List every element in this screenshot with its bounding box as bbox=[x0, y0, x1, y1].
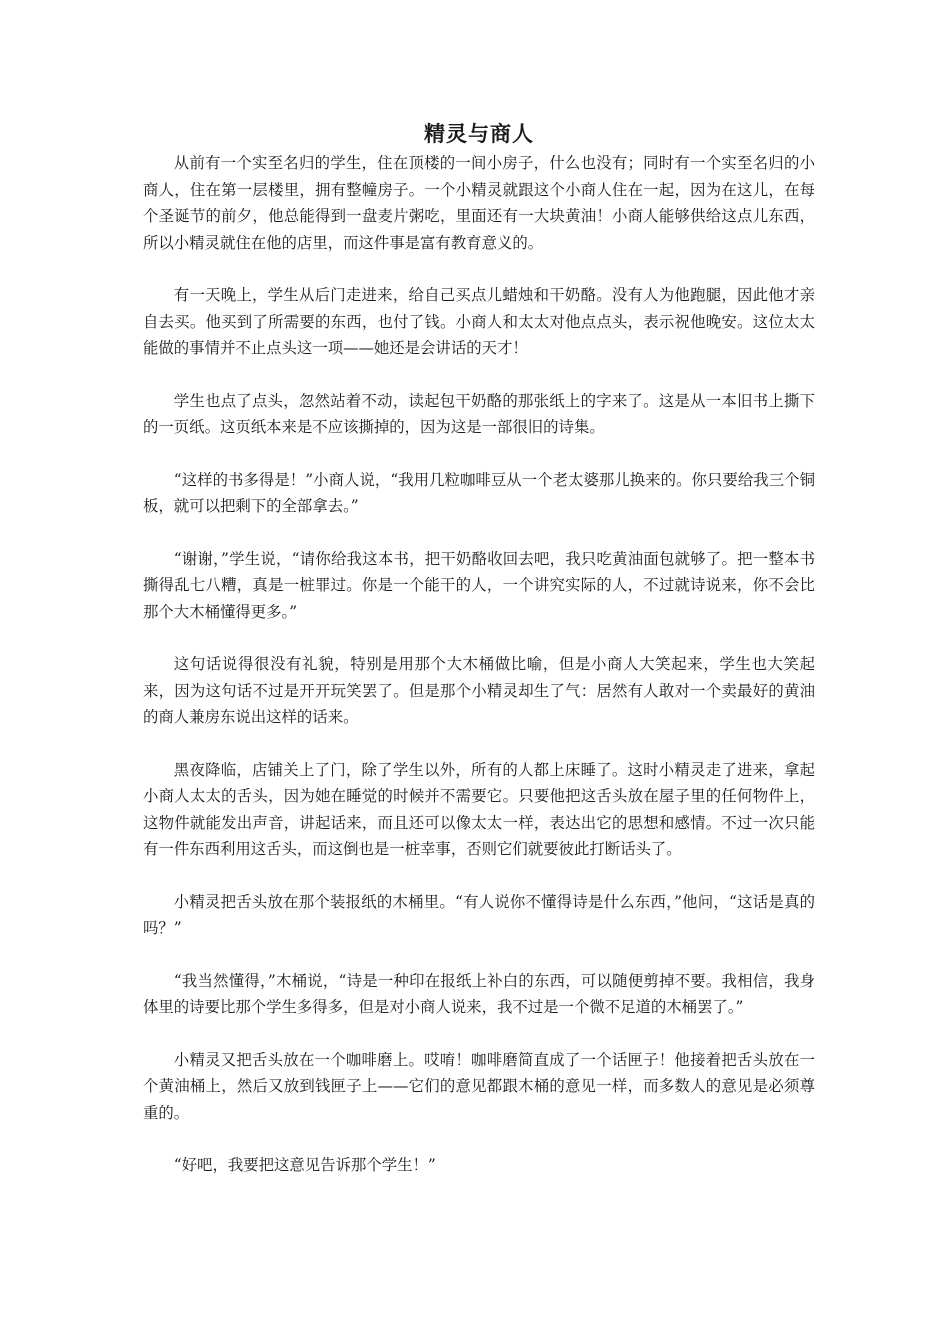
paragraph-5: “谢谢，”学生说，“请你给我这本书，把干奶酪收回去吧，我只吃黄油面包就够了。把一整本书撕得乱七八糟，真是一桩罪过。你是一个能干的人，一个讲究实际的人，不过就诗说来，你不会比那个大木桶懂得更多。” bbox=[143, 549, 815, 621]
document-page bbox=[143, 118, 815, 1205]
paragraph-10: 小精灵又把舌头放在一个咖啡磨上。哎唷！咖啡磨简直成了一个话匣子！他接着把舌头放在一个黄油桶上，然后又放到钱匣子上——它们的意见都跟木桶的意见一样，而多数人的意见是必须尊重的。 bbox=[143, 1050, 815, 1122]
paragraph-6: 这句话说得很没有礼貌，特别是用那个大木桶做比喻，但是小商人大笑起来，学生也大笑起来，因为这句话不过是开开玩笑罢了。但是那个小精灵却生了气：居然有人敢对一个卖最好的黄油的商人兼房东说出这样的话来。 bbox=[143, 655, 815, 726]
paragraph-9: “我当然懂得，”木桶说，“诗是一种印在报纸上补白的东西，可以随便剪掉不要。我相信，我身体里的诗要比那个学生多得多，但是对小商人说来，我不过是一个微不足道的木桶罢了。” bbox=[143, 971, 815, 1016]
paragraph-7: 黑夜降临，店铺关上了门，除了学生以外，所有的人都上床睡了。这时小精灵走了进来，拿起小商人太太的舌头，因为她在睡觉的时候并不需要它。只要他把这舌头放在屋子里的任何物件上，这物件就能发出声音，讲起话来，而且还可以像太太一样，表达出它的思想和感情。不过一次只能有一件东西利用这舌头，而这倒也是一桩幸事，否则它们就要彼此打断话头了。 bbox=[143, 760, 815, 858]
paragraph-3: 学生也点了点头，忽然站着不动，读起包干奶酪的那张纸上的字来了。这是从一本旧书上撕下的一页纸。这页纸本来是不应该撕掉的，因为这是一部很旧的诗集。 bbox=[143, 391, 815, 436]
paragraph-11: “好吧，我要把这意见告诉那个学生！” bbox=[173, 1156, 436, 1174]
paragraph-8: 小精灵把舌头放在那个装报纸的木桶里。“有人说你不懂得诗是什么东西，”他问，“这话是真的吗？” bbox=[143, 892, 815, 937]
paragraph-1: 从前有一个实至名归的学生，住在顶楼的一间小房子，什么也没有；同时有一个实至名归的小商人，住在第一层楼里，拥有整幢房子。一个小精灵就跟这个小商人住在一起，因为在这儿，在每个圣诞节的前夕，他总能得到一盘麦片粥吃，里面还有一大块黄油！小商人能够供给这点儿东西，所以小精灵就住在他的店里，而这件事是富有教育意义的。 bbox=[143, 154, 815, 252]
document-title: 精灵与商人 bbox=[424, 121, 534, 146]
paragraph-2: 有一天晚上，学生从后门走进来，给自己买点儿蜡烛和干奶酪。没有人为他跑腿，因此他才亲自去买。他买到了所需要的东西，也付了钱。小商人和太太对他点点头，表示祝他晚安。这位太太能做的事情并不止点头这一项——她还是会讲话的天才！ bbox=[143, 286, 815, 357]
paragraph-4: “这样的书多得是！”小商人说，“我用几粒咖啡豆从一个老太婆那儿换来的。你只要给我三个铜板，就可以把剩下的全部拿去。” bbox=[143, 470, 815, 515]
